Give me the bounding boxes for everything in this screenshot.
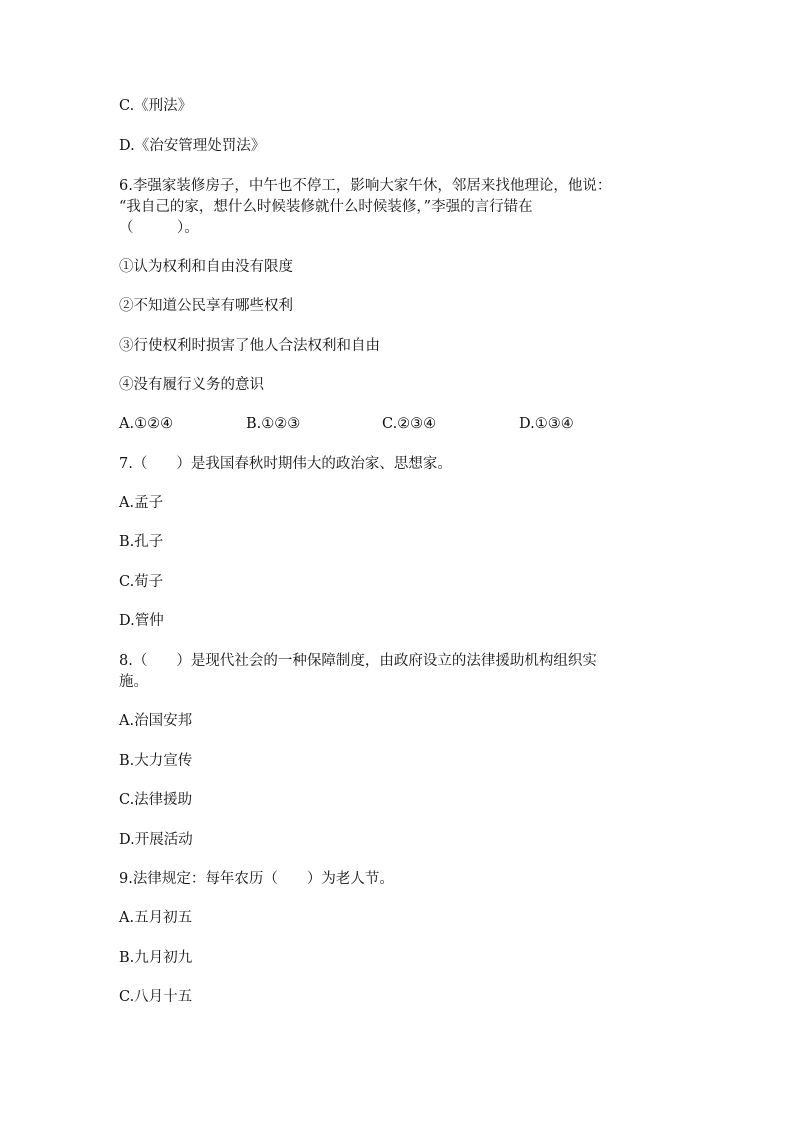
q8-option-b: B.大力宣传 [119, 753, 193, 769]
q6-option-b: B.①②③ [246, 416, 301, 432]
q7-option-c: C.荀子 [119, 574, 164, 590]
q6-option-c: C.②③④ [382, 416, 437, 432]
q7-stem: 7.（ ）是我国春秋时期伟大的政治家、思想家。 [119, 456, 452, 472]
q6-option-a: A.①②④ [119, 416, 174, 432]
q9-option-b: B.九月初九 [119, 950, 193, 966]
q6-item-3: ③行使权利时损害了他人合法权利和自由 [119, 338, 380, 354]
q6-stem-line-3: （ ）。 [119, 220, 199, 236]
q8-option-a: A.治国安邦 [119, 713, 193, 729]
q6-option-d: D.①③④ [519, 416, 574, 432]
q8-stem-line-2: 施。 [119, 674, 148, 690]
q8-stem-line-1: 8.（ ）是现代社会的一种保障制度，由政府设立的法律援助机构组织实 [119, 653, 597, 669]
q7-option-d: D.管仲 [119, 613, 164, 629]
q5-option-d: D.《治安管理处罚法》 [119, 138, 266, 154]
q9-stem: 9.法律规定：每年农历（ ）为老人节。 [119, 871, 394, 887]
q6-item-1: ①认为权利和自由没有限度 [119, 259, 293, 275]
q6-item-4: ④没有履行义务的意识 [119, 377, 264, 393]
q7-option-b: B.孔子 [119, 534, 164, 550]
q6-stem-line-1: 6.李强家装修房子，中午也不停工，影响大家午休，邻居来找他理论，他说： [119, 178, 612, 194]
q6-stem-line-2: “我自己的家，想什么时候装修就什么时候装修，”李强的言行错在 [119, 199, 533, 215]
q5-option-c: C.《刑法》 [119, 98, 193, 114]
q8-option-d: D.开展活动 [119, 832, 193, 848]
q6-item-2: ②不知道公民享有哪些权利 [119, 298, 293, 314]
q7-option-a: A.孟子 [119, 495, 164, 511]
q9-option-c: C.八月十五 [119, 989, 193, 1005]
q6-options-row [119, 414, 679, 434]
q8-option-c: C.法律援助 [119, 792, 193, 808]
q9-option-a: A.五月初五 [119, 910, 193, 926]
